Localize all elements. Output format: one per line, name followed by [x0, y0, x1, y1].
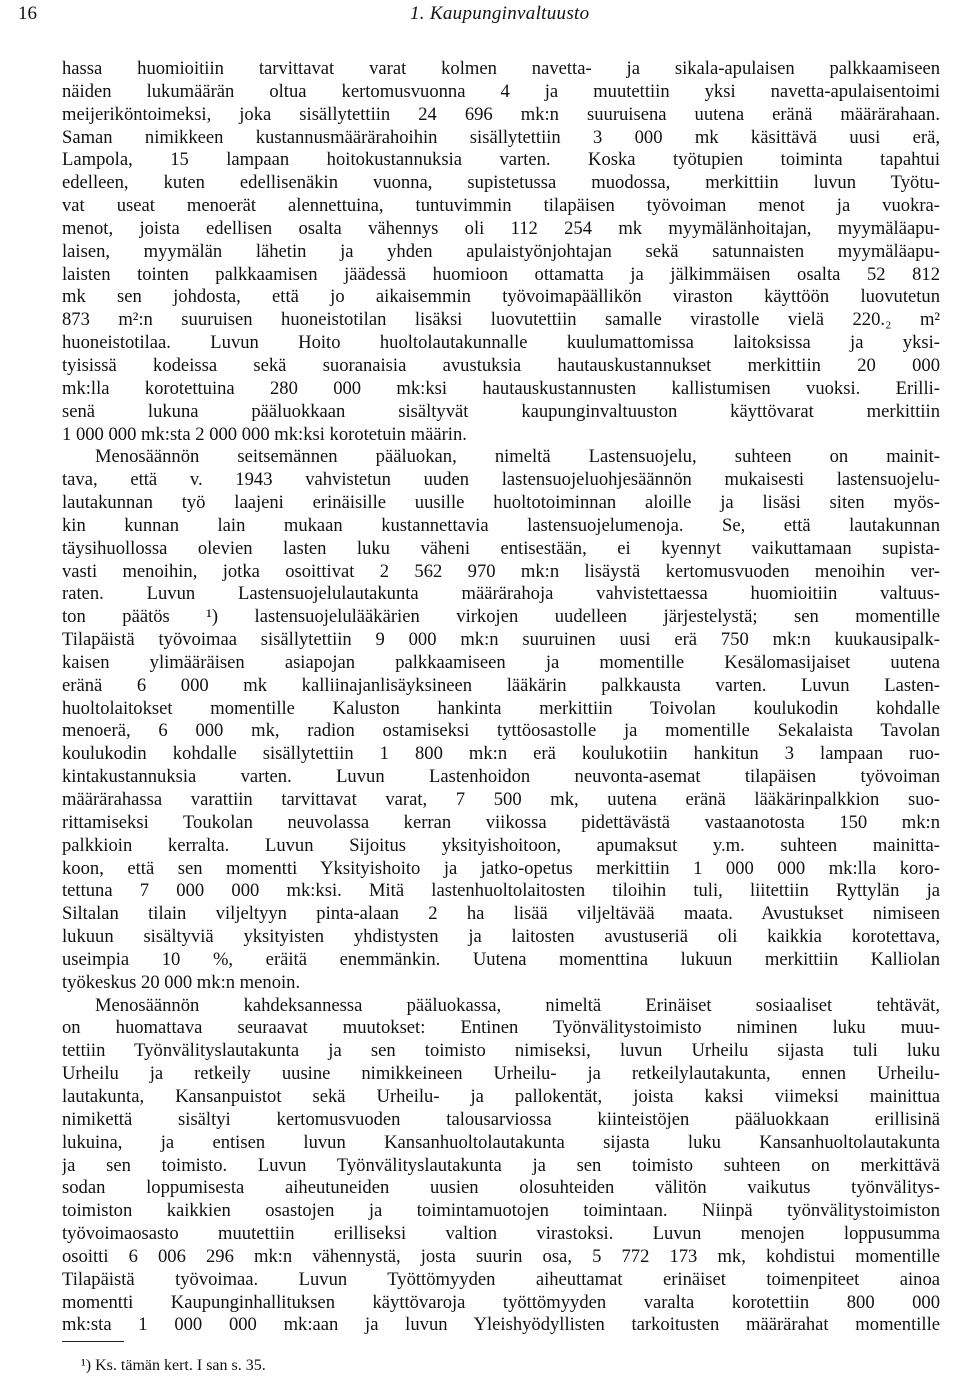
text-line: toimiston kaikkien osastojen ja toimintamuotojen toimintaan. Niinpä työnvälitystoimiston [62, 1200, 940, 1222]
text-line: on huomattava seuraavat muutokset: Entinen Työnvälitystoimisto niminen luku muu- [62, 1017, 940, 1039]
text-line: Urheilu ja retkeily uusine nimikkeineen Urheilu- ja retkeilylautakunta, ennen Urheilu- [62, 1063, 940, 1085]
text-line: tettiin Työnvälityslautakunta ja sen toimisto nimiseksi, luvun Urheilu sijasta tuli luku [62, 1040, 940, 1062]
text-line: määrärahassa varattiin tarvittavat varat, 7 500 mk, uutena eränä lääkärinpalkkion suo- [62, 789, 940, 810]
text-line: mk sen johdosta, että jo aikaisemmin työvoimapäällikön viraston käyttöön luovutetun [62, 286, 940, 308]
footnote-rule [62, 1341, 124, 1342]
text-line: huoltolaitokset momentille Kaluston hankinta merkittiin Toivolan koulukodin kohdalle [62, 697, 940, 719]
text-line: 873 m²:n suuruisen huoneistotilan lisäksi luovutettiin samalle virastolle vielä 220.₂ m² [62, 309, 940, 331]
text-line: nimikettä sisältyi kertomusvuoden talousarviossa kiinteistöjen pääluokkaan erillisinä [62, 1108, 940, 1130]
text-line: meijeriköntoimeksi, joka sisällytettiin 24 696 mk:n suuruisena uutena eränä määrärahaan. [62, 103, 940, 125]
text-line: laisten tointen palkkaamisen jäädessä huomioon ottamatta ja jälkimmäisen osalta 52 812 [62, 263, 940, 285]
running-head: 1. Kaupunginvaltuusto [410, 3, 590, 24]
text-line: tyisissä kodeissa sekä suoranaisia avustuksia hautauskustannukset merkittiin 20 000 [62, 354, 940, 376]
text-line: hassa huomioitiin tarvittavat varat kolmen navetta- ja sikala-apulaisen palkkaamiseen [62, 58, 940, 79]
text-line: työkeskus 20 000 mk:n menoin. [62, 971, 301, 993]
text-line: ton päätös ¹) lastensuojelulääkärien virkojen uudelleen järjestelystä; sen momentille [62, 606, 940, 628]
text-line: eränä 6 000 mk kalliinajanlisäyksineen lääkärin palkkausta varten. Luvun Lasten- [62, 674, 940, 696]
text-line: mk:lla korotettuina 280 000 mk:ksi hautauskustannusten kallistumisen vuoksi. Erilli- [62, 377, 940, 399]
text-line: palkkioin kerralta. Luvun Sijoitus yksityishoitoon, apumaksut y.m. suhteen mainitta- [62, 834, 940, 856]
text-line: täysihuollossa olevien lasten luku väheni entisestään, ei kyennyt vaikuttamaan supista- [62, 537, 940, 559]
text-line: Tilapäistä työvoimaa sisällytettiin 9 000 mk:n suuruinen uusi erä 750 mk:n kuukausipalk- [62, 629, 940, 651]
text-line: kintakustannuksia varten. Luvun Lastenhoidon neuvonta-asemat tilapäisen työvoiman [62, 766, 940, 788]
text-line: mk:sta 1 000 000 mk:aan ja luvun Yleishyödyllisten tarkoitusten määrärahat momentille [62, 1314, 940, 1336]
body-text [62, 58, 940, 1337]
text-line: rittamiseksi Toukolan neuvolassa kerran viikossa pidettävästä vastaanotosta 150 mk:n [62, 811, 940, 833]
text-line: Tilapäistä työvoimaa. Luvun Työttömyyden aiheuttamat erinäiset toimenpiteet ainoa [62, 1268, 940, 1290]
text-line: näiden lukumäärän oltua kertomusvuonna 4 ja muutettiin yksi navetta-apulaisentoimi [62, 80, 940, 102]
text-line: koon, että sen momentti Yksityishoito ja jatko-opetus merkittiin 1 000 000 mk:lla koro- [62, 857, 940, 879]
text-line: senä lukuna pääluokkaan sisältyvät kaupunginvaltuuston käyttövarat merkittiin [62, 400, 940, 422]
page-header [18, 3, 948, 31]
text-line: kin kunnan lain mukaan kustannettavia lastensuojelumenoja. Se, että lautakunnan [62, 514, 940, 536]
page-number: 16 [18, 3, 37, 24]
text-line: lukuina, ja entisen luvun Kansanhuoltolautakunta sijasta luku Kansanhuoltolautakunta [62, 1131, 940, 1153]
text-line: Siltalan tilain viljeltyyn pinta-alaan 2 ha lisää viljeltävää maata. Avustukset nimiseen [62, 903, 940, 925]
text-line: työvoimaosasto muutettiin erilliseksi valtion virastoksi. Luvun menojen loppusumma [62, 1223, 940, 1245]
text-line: laisen, myymälän lähetin ja yhden apulaistyönjohtajan sekä satunnaisten myymäläapu- [62, 240, 940, 262]
text-line: Menosäännön kahdeksannessa pääluokassa, nimeltä Erinäiset sosiaaliset tehtävät, [95, 994, 940, 1016]
text-line: vat useat menoerät alennettuina, tuntuvimmin tilapäisen työvoiman menot ja vuokra- [62, 195, 940, 217]
text-line: ja sen toimisto. Luvun Työnvälityslautakunta ja sen toimisto suhteen on merkittävä [62, 1154, 940, 1176]
footnote: ¹) Ks. tämän kert. I san s. 35. [81, 1357, 266, 1374]
text-line: lautakunnan työ laajeni erinäisille uusille huoltotoiminnan aloille ja lisäsi siten myös- [62, 492, 940, 514]
text-line: menot, joista edellisen osalta vähennys oli 112 254 mk myymälänhoitajan, myymäläapu- [62, 217, 940, 239]
text-line: Lampola, 15 lampaan hoitokustannuksia varten. Koska työtupien toiminta tapahtui [62, 149, 940, 171]
text-line: koulukodin kohdalle sisällytettiin 1 800 mk:n erä koulukotiin hankitun 3 lampaan ruo- [62, 743, 940, 765]
text-line: 1 000 000 mk:sta 2 000 000 mk:ksi korotetuin määrin. [62, 423, 467, 445]
text-line: lukuun sisältyviä yksityisten yhdistysten ja laitosten avustuseriä oli kaikkia korotettava, [62, 926, 940, 948]
text-line: tava, että v. 1943 vahvistetun uuden lastensuojeluohjesäännön mukaisesti lastensuojelu- [62, 469, 940, 491]
text-line: osoitti 6 006 296 mk:n vähennystä, josta suurin osa, 5 772 173 mk, kohdistui momentille [62, 1245, 940, 1267]
text-line: huoneistotilaa. Luvun Hoito huoltolautakunnalle kuulumattomissa laitoksissa ja yksi- [62, 332, 940, 354]
text-line: sodan loppumisesta aiheutuneiden uusien olosuhteiden välitön vaikutus työnvälitys- [62, 1177, 940, 1199]
text-line: menoerä, 6 000 mk, radion ostamiseksi tyttöosastolle ja momentille Sekalaista Tavolan [62, 720, 940, 742]
text-line: lautakunta, Kansanpuistot sekä Urheilu- ja pallokentät, joista kaksi viimeksi mainittua [62, 1085, 940, 1107]
text-line: tettuna 7 000 000 mk:ksi. Mitä lastenhuoltolaitosten tiloihin tuli, liitettiin Ryttylän ja [62, 880, 940, 902]
text-line: vasti menoihin, jotka osoittivat 2 562 970 mk:n lisäystä kertomusvuoden menoihin ver- [62, 560, 940, 582]
text-line: kaisen ylimääräisen asiapojan palkkaamiseen ja momentille Kesälomasijaiset uutena [62, 651, 940, 673]
text-line: edelleen, kuten edellisenäkin vuonna, supistetussa muodossa, merkittiin luvun Työtu- [62, 172, 940, 194]
text-line: useimpia 10 %, eräitä enemmänkin. Uutena momenttina lukuun merkittiin Kalliolan [62, 948, 940, 970]
text-line: raten. Luvun Lastensuojelulautakunta määrärahoja vahvistettaessa huomioitiin valtuus- [62, 583, 940, 605]
text-line: momentti Kaupunginhallituksen käyttövaroja työttömyyden varalta korotettiin 800 000 [62, 1291, 940, 1313]
text-line: Saman nimikkeen kustannusmäärärahoihin sisällytettiin 3 000 mk käsittävä uusi erä, [62, 126, 940, 148]
text-line: Menosäännön seitsemännen pääluokan, nimeltä Lastensuojelu, suhteen on mainit- [95, 446, 940, 468]
